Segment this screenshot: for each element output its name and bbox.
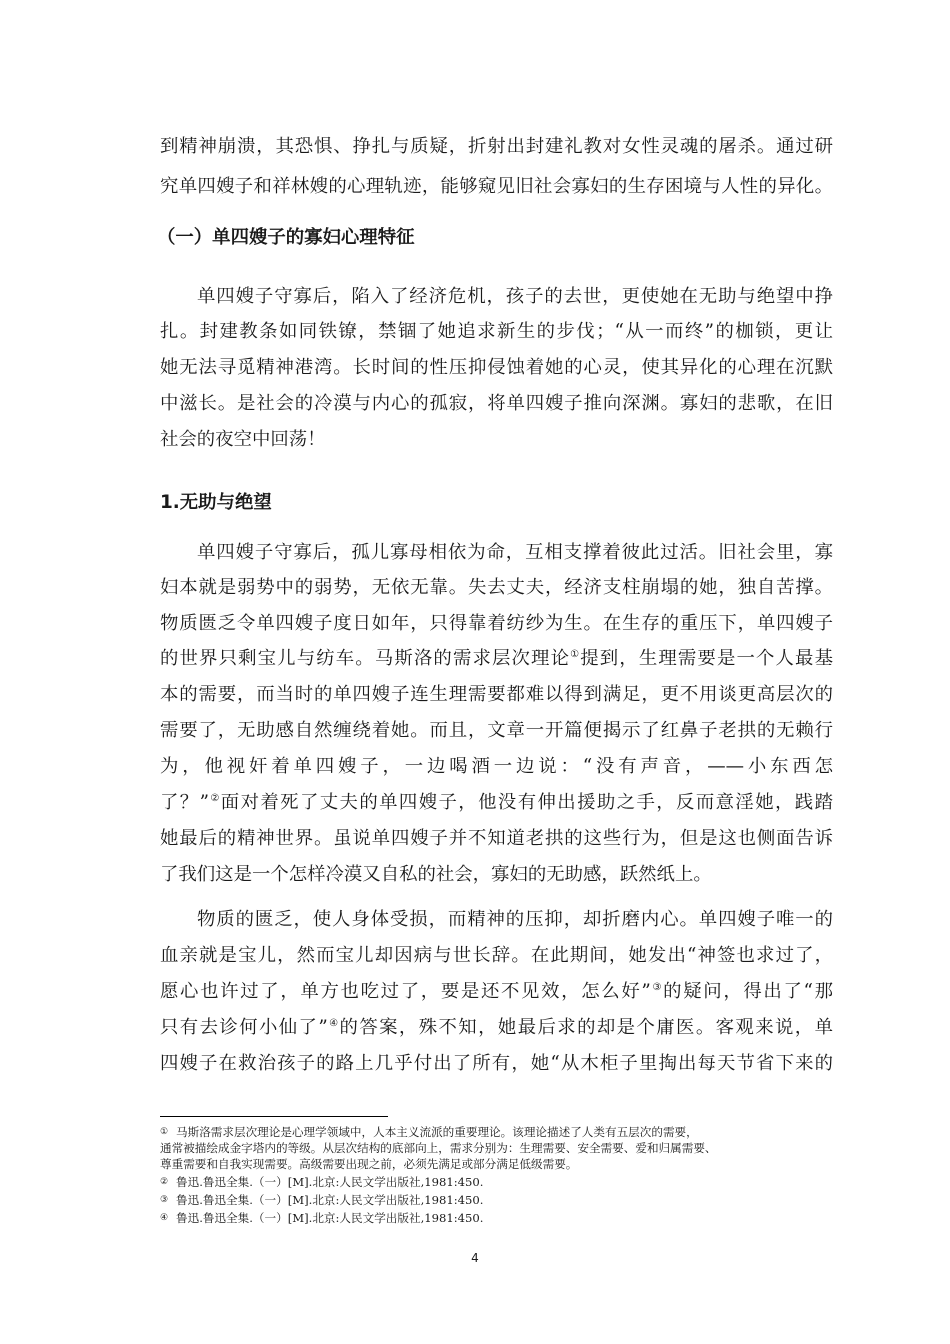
body-text-line: 单四嫂子守寡后，孤儿寡母相依为命，互相支撑着彼此过活。旧社会里，寡 <box>197 542 833 563</box>
text-span: 的答案，殊不知，她最后求的却是个庸医。客观来说，单 <box>339 1017 833 1038</box>
footnote <box>160 1174 483 1190</box>
body-text-line: 物质的匮乏，使人身体受损，而精神的压抑，却折磨内心。单四嫂子唯一的 <box>197 909 833 930</box>
body-text-line: 到精神崩溃，其恐惧、挣扎与质疑，折射出封建礼教对女性灵魂的屠杀。通过研 <box>160 136 833 157</box>
footnote-mark: ④ <box>160 1213 169 1223</box>
footnote-text: 鲁迅.鲁迅全集.（一）[M].北京:人民文学出版社,1981:450. <box>176 1211 484 1225</box>
body-text-line: 究单四嫂子和祥林嫂的心理轨迹，能够窥见旧社会寡妇的生存困境与人性的异化。 <box>160 176 833 197</box>
body-text-line <box>160 980 833 1004</box>
text-span: 的世界只剩宝儿与纺车。马斯洛的需求层次理论 <box>160 648 571 669</box>
section-heading: （一）单四嫂子的寡妇心理特征 <box>157 227 415 248</box>
body-text-line: 本的需要，而当时的单四嫂子连生理需要都难以得到满足，更不用谈更高层次的 <box>160 684 833 705</box>
text-span: 愿心也许过了，单方也吃过了，要是还不见效，怎么好” <box>160 981 651 1002</box>
body-text-line: 中滋长。是社会的冷漠与内心的孤寂，将单四嫂子推向深渊。寡妇的悲歌，在旧 <box>160 393 833 414</box>
footnote-text: 鲁迅.鲁迅全集.（一）[M].北京:人民文学出版社,1981:450. <box>176 1175 484 1189</box>
text-span: 的疑问，得出了“那 <box>663 981 834 1002</box>
body-text-line: 为，他视奸着单四嫂子，一边喝酒一边说：“没有声音，——小东西怎 <box>160 756 833 777</box>
body-text-line: 她无法寻觅精神港湾。长时间的性压抑侵蚀着她的心灵，使其异化的心理在沉默 <box>160 357 833 378</box>
footnote-mark: ② <box>160 1177 169 1187</box>
footnote-separator <box>160 1116 388 1117</box>
footnote <box>160 1156 577 1172</box>
body-text-line: 扎。封建教条如同铁镣，禁锢了她追求新生的步伐；“从一而终”的枷锁，更让 <box>160 321 833 342</box>
footnote-ref: ② <box>209 793 221 804</box>
footnote-text: 通常被描绘成金字塔内的等级。从层次结构的底部向上，需求分别为：生理需要、安全需要、爱和归属需要、 <box>160 1141 717 1155</box>
footnote <box>160 1140 717 1156</box>
footnote-text: 马斯洛需求层次理论是心理学领域中，人本主义流派的重要理论。该理论描述了人类有五层次的需要， <box>176 1125 698 1139</box>
text-span: 了？” <box>160 792 209 813</box>
footnote-text: 尊重需要和自我实现需要。高级需要出现之前，必须先满足或部分满足低级需要。 <box>160 1157 578 1171</box>
body-text-line: 四嫂子在救治孩子的路上几乎付出了所有，她“从木柜子里掏出每天节省下来的 <box>160 1053 833 1074</box>
footnote-ref: ④ <box>327 1018 340 1029</box>
footnote-mark: ① <box>160 1127 169 1137</box>
text-span: 提到，生理需要是一个人最基 <box>580 648 833 669</box>
text-span: 面对着死了丈夫的单四嫂子，他没有伸出援助之手，反而意淫她，践踏 <box>220 792 833 813</box>
footnote <box>160 1192 483 1208</box>
page-number: 4 <box>471 1251 479 1265</box>
text-span: 只有去诊何小仙了” <box>160 1017 328 1038</box>
footnote-ref: ③ <box>650 982 664 993</box>
body-text-line: 物质匮乏令单四嫂子度日如年，只得靠着纺纱为生。在生存的重压下，单四嫂子 <box>160 613 833 634</box>
body-text-line <box>160 791 833 815</box>
footnote <box>160 1124 698 1140</box>
body-text-line <box>160 647 833 671</box>
body-text-line: 了我们这是一个怎样冷漠又自私的社会，寡妇的无助感，跃然纸上。 <box>160 864 712 885</box>
footnote-mark: ③ <box>160 1195 169 1205</box>
footnote-ref: ① <box>570 649 581 660</box>
body-text-line: 血亲就是宝儿，然而宝儿却因病与世长辞。在此期间，她发出“神签也求过了， <box>160 945 833 966</box>
footnote <box>160 1210 483 1226</box>
body-text-line: 她最后的精神世界。虽说单四嫂子并不知道老拱的这些行为，但是这也侧面告诉 <box>160 828 833 849</box>
body-text-line: 需要了，无助感自然缠绕着她。而且，文章一开篇便揭示了红鼻子老拱的无赖行 <box>160 720 833 741</box>
body-text-line: 单四嫂子守寡后，陷入了经济危机，孩子的去世，更使她在无助与绝望中挣 <box>197 286 833 307</box>
body-text-line <box>160 1016 833 1040</box>
subsection-heading: 1.无助与绝望 <box>160 492 272 513</box>
footnote-text: 鲁迅.鲁迅全集.（一）[M].北京:人民文学出版社,1981:450. <box>176 1193 484 1207</box>
body-text-line: 社会的夜空中回荡！ <box>160 429 326 450</box>
body-text-line: 妇本就是弱势中的弱势，无依无靠。失去丈夫，经济支柱崩塌的她，独自苦撑。 <box>160 577 833 598</box>
